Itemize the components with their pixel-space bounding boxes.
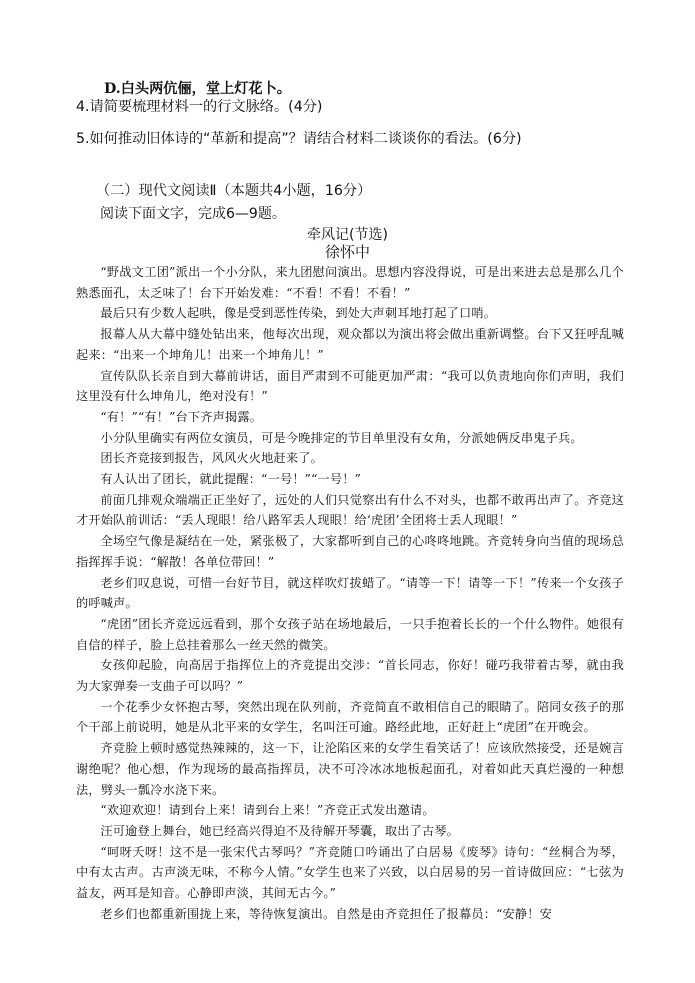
article-paragraph: 一个花季少女怀抱古琴，突然出现在队列前，齐竞简直不敢相信自己的眼睛了。陪同女孩子的那个干部上前说明，她是从北平来的女学生，名叫汪可逾。路经此地，正好赶上“虎团”在开晚会。 [76,699,624,735]
article-paragraph: 汪可逾登上舞台，她已经高兴得迫不及待解开琴囊，取出了古琴。 [100,823,460,838]
article-paragraph: 前面几排观众端端正正坐好了，远处的人们只觉察出有什么不对头，也都不敢再出声了。齐竞这才开始队前训话：“丢人现眼！给八路军丢人现眼！给‘虎团’全团将士丢人现眼！” [76,492,624,528]
section-title: （二）现代文阅读Ⅱ（本题共4小题，16分） [96,183,372,199]
article-paragraph: 女孩仰起脸，向高居于指挥位上的齐竞提出交涉：“首长同志，你好！碰巧我带着古琴，就由我为大家弹奏一支曲子可以吗？” [76,658,624,694]
question-5: 5.如何推动旧体诗的“革新和提高”？请结合材料二谈谈你的看法。(6分) [76,131,522,147]
question-4: 4.请简要梳理材料一的行文脉络。(4分) [76,99,323,115]
question-option-d: D.白头两伉俪，堂上灯花卜。 [104,81,291,97]
article-paragraph: “欢迎欢迎！请到台上来！请到台上来！”齐竞正式发出邀请。 [100,803,435,818]
article-paragraph: “呵呀夭呀！这不是一张宋代古琴吗？”齐竞随口吟诵出了白居易《废琴》诗句：“丝桐合为琴，中有太古声。古声淡无味，不称今人情。”女学生也来了兴致，以白居易的另一首诗做回应：“七弦为益友，两耳是知音。心静即声淡，其间无古今。” [76,844,624,901]
article-paragraph: 全场空气像是凝结在一处，紧张极了，大家都听到自己的心咚咚地跳。齐竞转身向当值的现场总指挥挥手说：“解散！各单位带回！” [76,534,624,569]
article-paragraph: “有！”“有！”台下齐声揭露。 [100,409,263,424]
article-title: 牵风记(节选) [307,227,388,243]
article-paragraph: “虎团”团长齐竞远远看到，那个女孩子站在场地最后，一只手抱着长长的一个什么物件。她很有自信的样子，脸上总挂着那么一丝天然的微笑。 [76,616,624,652]
article-paragraph: 宣传队队长亲自到大幕前讲话，面目严肃到不可能更加严肃：“我可以负责地向你们声明，我们这里没有什么坤角儿，绝对没有！” [76,368,624,404]
article-paragraph: 有人认出了团长，就此提醒：“一号！”“一号！” [100,472,362,487]
section-instruction: 阅读下面文字，完成6—9题。 [100,206,286,222]
article-paragraph: 齐竞脸上顿时感觉热辣辣的，这一下，让沦陷区来的女学生看笑话了！应该欣然接受，还是婉言谢绝呢？他心想，作为现场的最高指挥员，决不可冷冰冰地板起面孔，对着如此天真烂漫的一种想法，劈头一瓢冷水浇下来。 [76,741,624,797]
article-body [76,262,624,925]
article-paragraph: 报幕人从大幕中缝处钻出来，他每次出现，观众都以为演出将会做出重新调整。台下又狂呼乱喊起来：“出来一个坤角儿！出来一个坤角儿！” [76,327,624,362]
article-paragraph: 小分队里确实有两位女演员，可是今晚排定的节目单里没有女角，分派她俩反串鬼子兵。 [100,430,583,445]
article-paragraph: “野战文工团”派出一个小分队，来九团慰问演出。思想内容没得说，可是出来进去总是那么几个熟悉面孔，太乏味了！台下开始发难：“不看！不看！不看！” [76,265,624,300]
article-author: 徐怀中 [324,243,370,261]
article-paragraph: 老乡们也都重新围拢上来，等待恢复演出。自然是由齐竞担任了报幕员：“安静！安 [100,906,553,921]
article-paragraph: 老乡们叹息说，可惜一台好节目，就这样吹灯拔蜡了。“请等一下！请等一下！”传来一个女孩子的呼喊声。 [76,575,624,611]
article-paragraph: 团长齐竞接到报告，风风火火地赶来了。 [100,451,324,466]
article-paragraph: 最后只有少数人起哄，像是受到恶性传染，到处大声刺耳地打起了口哨。 [100,306,497,321]
